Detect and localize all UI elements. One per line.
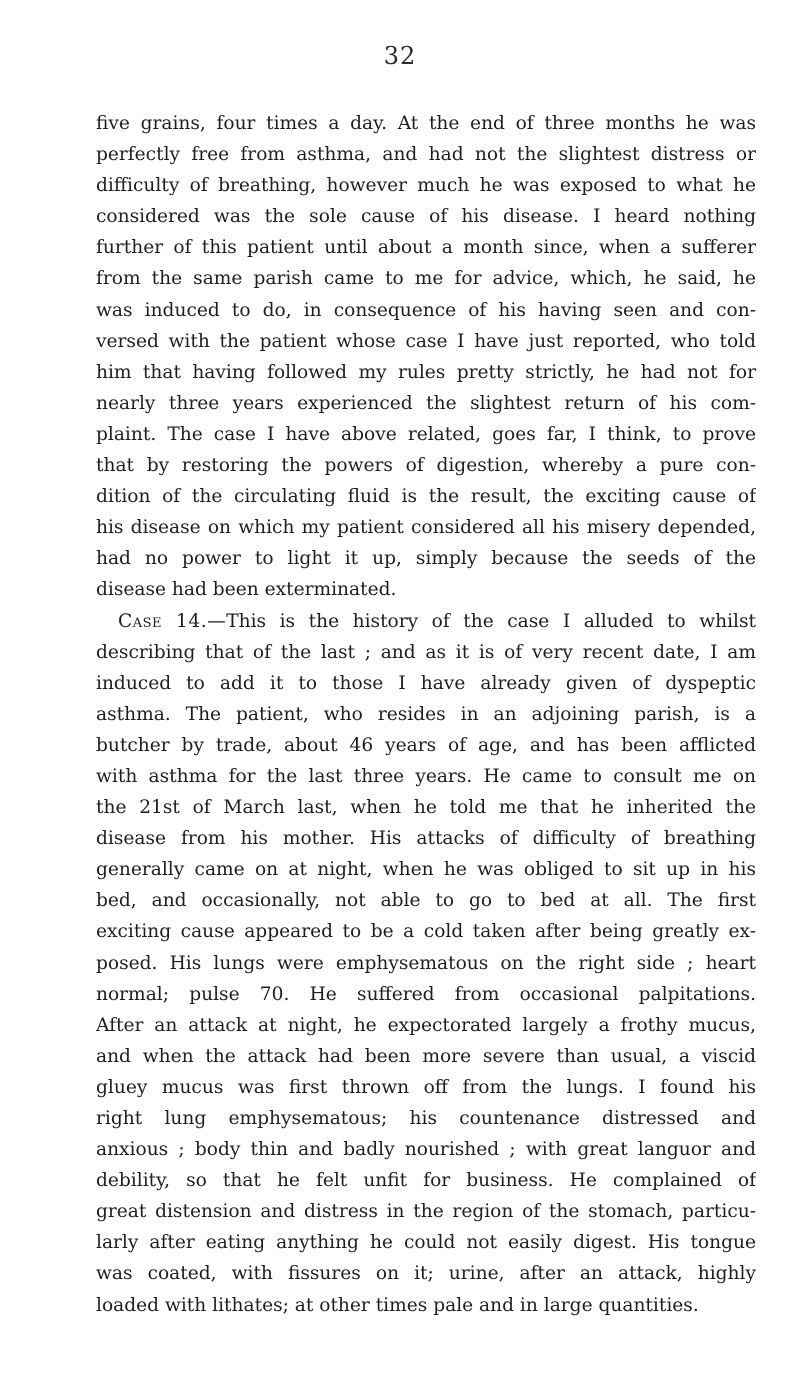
text-line: disease from his mother. His attacks of difficulty of breathing	[96, 828, 756, 850]
text-line: his disease on which my patient considered all his misery depended,	[96, 517, 756, 539]
text-line: further of this patient until about a month since, when a sufferer	[96, 237, 756, 259]
text-line: perfectly free from asthma, and had not the slightest distress or	[96, 144, 756, 166]
text-line: with asthma for the last three years. He came to consult me on	[96, 765, 756, 787]
text-line: was coated, with fissures on it; urine, after an attack, highly	[96, 1263, 756, 1285]
text-line: great distension and distress in the region of the stomach, particu-	[96, 1201, 756, 1223]
text-line: generally came on at night, when he was obliged to sit up in his	[96, 859, 756, 881]
text-line: larly after eating anything he could not easily digest. His tongue	[96, 1232, 756, 1254]
text-line: After an attack at night, he expectorated largely a frothy mucus,	[96, 1014, 756, 1036]
text-line: debility, so that he felt unfit for business. He complained of	[96, 1170, 756, 1192]
text-line: normal; pulse 70. He suffered from occasional palpitations.	[96, 983, 756, 1005]
case-heading: Case 14.—	[118, 610, 227, 632]
text-line: This is the history of the case I alluded to whilst	[226, 610, 756, 632]
text-line: gluey mucus was first thrown off from the lungs. I found his	[96, 1076, 756, 1098]
text-line: five grains, four times a day. At the end of three months he was	[96, 113, 756, 134]
case-heading-line	[96, 606, 756, 637]
text-line: bed, and occasionally, not able to go to bed at all. The first	[96, 890, 756, 912]
body-text	[96, 108, 756, 1321]
text-line: and when the attack had been more severe than usual, a viscid	[96, 1045, 756, 1067]
text-line: asthma. The patient, who resides in an adjoining parish, is a	[96, 703, 756, 725]
page-number: 32	[383, 42, 417, 70]
text-line: loaded with lithates; at other times pale and in large quantities.	[96, 1294, 699, 1316]
text-line: plaint. The case I have above related, goes far, I think, to prove	[96, 423, 756, 445]
text-line: nearly three years experienced the slightest return of his com-	[96, 392, 756, 414]
text-line: was induced to do, in consequence of his having seen and con-	[96, 299, 756, 321]
text-line: posed. His lungs were emphysematous on the right side ; heart	[96, 952, 756, 974]
text-line: that by restoring the powers of digestion, whereby a pure con-	[96, 455, 756, 477]
text-line: versed with the patient whose case I have just reported, who told	[96, 330, 756, 352]
text-line: disease had been exterminated.	[96, 579, 397, 601]
text-line: considered was the sole cause of his disease. I heard nothing	[96, 206, 756, 228]
text-line: the 21st of March last, when he told me that he inherited the	[96, 797, 756, 819]
text-line: anxious ; body thin and badly nourished ; with great languor and	[96, 1139, 756, 1161]
text-line: describing that of the last ; and as it is of very recent date, I am	[96, 641, 756, 663]
text-line: difficulty of breathing, however much he was exposed to what he	[96, 175, 756, 197]
text-line: induced to add it to those I have already given of dyspeptic	[96, 672, 756, 694]
text-line: dition of the circulating fluid is the result, the exciting cause of	[96, 486, 756, 508]
text-line: right lung emphysematous; his countenance distressed and	[96, 1108, 756, 1129]
text-line: from the same parish came to me for advice, which, he said, he	[96, 268, 756, 290]
text-line: him that having followed my rules pretty strictly, he had not for	[96, 361, 756, 383]
text-line: exciting cause appeared to be a cold taken after being greatly ex-	[96, 921, 756, 943]
text-line: had no power to light it up, simply because the seeds of the	[96, 548, 756, 570]
text-line: butcher by trade, about 46 years of age, and has been afflicted	[96, 734, 756, 756]
